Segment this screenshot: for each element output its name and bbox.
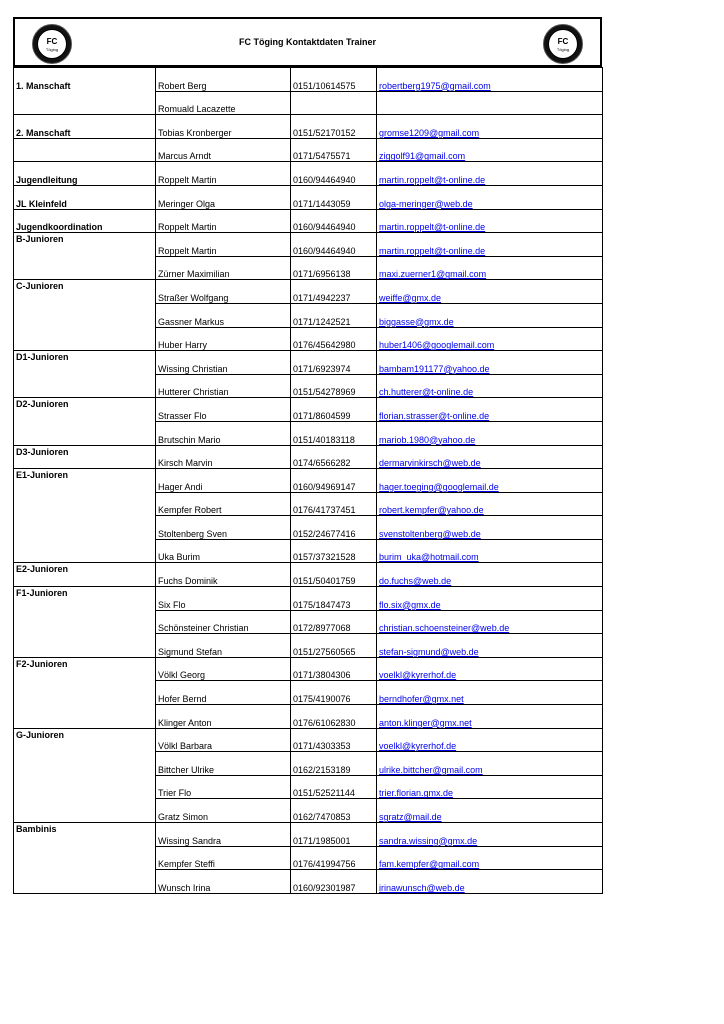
team-label: E2-Junioren <box>16 564 69 575</box>
email-cell <box>377 823 603 847</box>
email-cell <box>377 705 603 729</box>
email-link[interactable]: svenstoltenberg@web.de <box>379 528 481 539</box>
team-cell <box>14 256 156 280</box>
email-link[interactable]: dermarvinkirsch@web.de <box>379 458 481 469</box>
team-cell <box>14 610 156 634</box>
team-cell <box>14 351 156 375</box>
table-row <box>14 421 603 445</box>
email-cell <box>377 209 603 233</box>
table-row <box>14 256 603 280</box>
email-cell <box>377 68 603 92</box>
table-row <box>14 657 603 681</box>
trainer-phone: 0171/6956138 <box>291 256 377 280</box>
trainer-phone: 0171/4303353 <box>291 728 377 752</box>
email-cell <box>377 445 603 469</box>
email-cell <box>377 587 603 611</box>
table-row <box>14 752 603 776</box>
email-link[interactable]: irinawunsch@web.de <box>379 882 465 893</box>
email-cell <box>377 634 603 658</box>
trainer-name: Strasser Flo <box>156 398 291 422</box>
team-cell <box>14 233 156 257</box>
table-row <box>14 233 603 257</box>
team-cell <box>14 91 156 115</box>
email-link[interactable]: robert.kempfer@yahoo.de <box>379 505 484 516</box>
email-cell <box>377 492 603 516</box>
team-cell <box>14 587 156 611</box>
table-row <box>14 799 603 823</box>
email-link[interactable]: martin.roppelt@t-online.de <box>379 222 486 233</box>
table-row <box>14 68 603 92</box>
email-cell <box>377 303 603 327</box>
trainer-name: Wissing Christian <box>156 351 291 375</box>
trainer-phone: 0175/4190076 <box>291 681 377 705</box>
table-row <box>14 492 603 516</box>
trainer-name: Wunsch Irina <box>156 870 291 894</box>
trainer-name: Kempfer Steffi <box>156 846 291 870</box>
logo-letters: FC <box>557 37 569 46</box>
table-row <box>14 351 603 375</box>
trainer-phone: 0151/10614575 <box>291 68 377 92</box>
email-cell <box>377 657 603 681</box>
email-link[interactable]: sgratz@mail.de <box>379 812 442 822</box>
trainer-phone: 0176/41737451 <box>291 492 377 516</box>
email-link[interactable]: ch.hutterer@t-online.de <box>379 387 474 398</box>
trainer-phone: 0157/37321528 <box>291 539 377 563</box>
email-link[interactable]: huber1406@googlemail.com <box>379 340 495 351</box>
team-cell <box>14 303 156 327</box>
team-cell <box>14 138 156 162</box>
email-cell <box>377 775 603 799</box>
trainer-table <box>13 67 603 894</box>
team-cell <box>14 115 156 139</box>
table-row <box>14 398 603 422</box>
page-title: FC Töging Kontaktdaten Trainer <box>238 37 376 47</box>
email-cell <box>377 162 603 186</box>
email-cell <box>377 516 603 540</box>
table-row <box>14 162 603 186</box>
trainer-phone: 0160/94464940 <box>291 162 377 186</box>
contact-sheet <box>13 17 602 894</box>
team-label: E1-Junioren <box>16 470 69 481</box>
trainer-phone <box>291 91 377 115</box>
team-cell <box>14 516 156 540</box>
email-cell <box>377 374 603 398</box>
table-row <box>14 539 603 563</box>
email-link[interactable]: stefan-sigmund@web.de <box>379 646 479 657</box>
trainer-phone: 0171/3804306 <box>291 657 377 681</box>
trainer-phone: 0172/8977068 <box>291 610 377 634</box>
table-row <box>14 280 603 304</box>
trainer-phone: 0162/2153189 <box>291 752 377 776</box>
email-link[interactable]: biggasse@gmx.de <box>379 316 454 327</box>
team-label: G-Junioren <box>16 729 65 740</box>
team-cell <box>14 445 156 469</box>
trainer-name: Klinger Anton <box>156 705 291 729</box>
trainer-name: Roppelt Martin <box>156 209 291 233</box>
trainer-name: Roppelt Martin <box>156 162 291 186</box>
table-row <box>14 516 603 540</box>
email-link[interactable]: maxi.zuerner1@gmail.com <box>379 269 487 280</box>
trainer-phone: 0176/61062830 <box>291 705 377 729</box>
team-label: F2-Junioren <box>16 658 68 669</box>
table-row <box>14 870 603 894</box>
team-cell <box>14 398 156 422</box>
trainer-name: Bittcher Ulrike <box>156 752 291 776</box>
trainer-phone: 0171/1985001 <box>291 823 377 847</box>
trainer-name: Straßer Wolfgang <box>156 280 291 304</box>
team-label: Bambinis <box>16 824 57 834</box>
trainer-name: Trier Flo <box>156 775 291 799</box>
email-link[interactable]: voelkl@kyrerhof.de <box>379 741 457 752</box>
trainer-name: Wissing Sandra <box>156 823 291 847</box>
email-cell <box>377 469 603 493</box>
email-cell <box>377 351 603 375</box>
sheet-header <box>13 17 602 67</box>
trainer-phone: 0171/1443059 <box>291 185 377 209</box>
trainer-phone: 0151/54278969 <box>291 374 377 398</box>
email-cell <box>377 421 603 445</box>
trainer-name: Völkl Barbara <box>156 728 291 752</box>
team-cell <box>14 421 156 445</box>
email-link[interactable]: fam.kempfer@gmail.com <box>379 859 480 870</box>
trainer-phone: 0174/6566282 <box>291 445 377 469</box>
email-link[interactable]: sandra.wissing@gmx.de <box>379 835 478 846</box>
club-logo-right <box>543 24 583 64</box>
trainer-name: Kempfer Robert <box>156 492 291 516</box>
email-link[interactable]: weiffe@gmx.de <box>379 292 441 303</box>
team-cell <box>14 681 156 705</box>
trainer-phone: 0175/1847473 <box>291 587 377 611</box>
email-cell <box>377 256 603 280</box>
email-cell <box>377 610 603 634</box>
email-link[interactable]: martin.roppelt@t-online.de <box>379 245 486 256</box>
table-row <box>14 610 603 634</box>
team-cell <box>14 870 156 894</box>
email-link[interactable]: christian.schoensteiner@web.de <box>379 623 510 634</box>
table-row <box>14 728 603 752</box>
logo-letters: FC <box>46 37 58 46</box>
team-label: D3-Junioren <box>16 446 69 457</box>
email-link[interactable]: robertberg1975@gmail.com <box>379 80 491 91</box>
email-link[interactable]: ulrike.bittcher@gmail.com <box>379 764 483 775</box>
trainer-name: Gratz Simon <box>156 799 291 823</box>
trainer-name: Fuchs Dominik <box>156 563 291 587</box>
trainer-phone: 0171/4942237 <box>291 280 377 304</box>
table-row <box>14 846 603 870</box>
trainer-name: Sigmund Stefan <box>156 634 291 658</box>
trainer-phone: 0171/8604599 <box>291 398 377 422</box>
email-cell <box>377 115 603 139</box>
trainer-phone: 0151/52170152 <box>291 115 377 139</box>
table-row <box>14 775 603 799</box>
team-label: 1. Manschaft <box>16 81 71 92</box>
team-cell <box>14 846 156 870</box>
email-link[interactable]: trier.florian.gmx.de <box>379 788 454 799</box>
trainer-phone: 0171/6923974 <box>291 351 377 375</box>
email-link[interactable]: do.fuchs@web.de <box>379 576 452 587</box>
email-link[interactable]: bambam191177@yahoo.de <box>379 363 490 374</box>
trainer-phone: 0171/1242521 <box>291 303 377 327</box>
trainer-phone: 0151/52521144 <box>291 775 377 799</box>
trainer-name: Kirsch Marvin <box>156 445 291 469</box>
team-cell <box>14 185 156 209</box>
email-cell <box>377 280 603 304</box>
trainer-phone: 0160/92301987 <box>291 870 377 894</box>
trainer-phone: 0151/27560565 <box>291 634 377 658</box>
trainer-name: Robert Berg <box>156 68 291 92</box>
email-link[interactable]: mariob.1980@yahoo.de <box>379 434 476 445</box>
trainer-phone: 0151/40183118 <box>291 421 377 445</box>
email-link[interactable]: voelkl@kyrerhof.de <box>379 670 457 681</box>
team-cell <box>14 492 156 516</box>
team-label: C-Junioren <box>16 281 64 292</box>
table-row <box>14 91 603 115</box>
email-link[interactable]: martin.roppelt@t-online.de <box>379 174 486 185</box>
trainer-phone: 0176/45642980 <box>291 327 377 351</box>
trainer-name: Uka Burim <box>156 539 291 563</box>
trainer-name: Schönsteiner Christian <box>156 610 291 634</box>
table-row <box>14 587 603 611</box>
table-row <box>14 327 603 351</box>
email-link[interactable]: hager.toeging@googlemail.de <box>379 481 499 492</box>
team-label: JL Kleinfeld <box>16 198 67 209</box>
logo-town: Töging <box>556 47 570 52</box>
team-cell <box>14 68 156 92</box>
email-cell <box>377 138 603 162</box>
email-link[interactable]: burim_uka@hotmail.com <box>379 552 479 563</box>
trainer-phone: 0176/41994756 <box>291 846 377 870</box>
trainer-name: Roppelt Martin <box>156 233 291 257</box>
table-row <box>14 303 603 327</box>
team-cell <box>14 327 156 351</box>
trainer-phone: 0162/7470853 <box>291 799 377 823</box>
trainer-phone: 0160/94464940 <box>291 233 377 257</box>
table-row <box>14 823 603 847</box>
trainer-name: Tobias Kronberger <box>156 115 291 139</box>
team-cell <box>14 634 156 658</box>
team-label: 2. Manschaft <box>16 127 71 138</box>
table-row <box>14 705 603 729</box>
trainer-name: Hofer Bernd <box>156 681 291 705</box>
team-cell <box>14 563 156 587</box>
team-cell <box>14 209 156 233</box>
team-cell <box>14 280 156 304</box>
trainer-name: Gassner Markus <box>156 303 291 327</box>
email-cell <box>377 91 603 115</box>
table-row <box>14 469 603 493</box>
team-label: D2-Junioren <box>16 399 69 410</box>
trainer-name: Hager Andi <box>156 469 291 493</box>
table-row <box>14 115 603 139</box>
team-cell <box>14 823 156 847</box>
table-row <box>14 634 603 658</box>
team-cell <box>14 775 156 799</box>
table-row <box>14 138 603 162</box>
email-link[interactable]: ziggolf91@gmail.com <box>379 151 466 162</box>
table-row <box>14 563 603 587</box>
trainer-name: Zürner Maximilian <box>156 256 291 280</box>
trainer-name: Brutschin Mario <box>156 421 291 445</box>
team-cell <box>14 705 156 729</box>
team-cell <box>14 539 156 563</box>
email-cell <box>377 752 603 776</box>
email-link[interactable]: berndhofer@gmx.net <box>379 694 464 705</box>
team-cell <box>14 657 156 681</box>
team-label: Jugendkoordination <box>16 222 103 233</box>
trainer-phone: 0151/50401759 <box>291 563 377 587</box>
email-cell <box>377 185 603 209</box>
email-cell <box>377 327 603 351</box>
trainer-name: Romuald Lacazette <box>156 91 291 115</box>
trainer-name: Hutterer Christian <box>156 374 291 398</box>
email-cell <box>377 799 603 823</box>
email-cell <box>377 846 603 870</box>
email-cell <box>377 563 603 587</box>
trainer-phone: 0171/5475571 <box>291 138 377 162</box>
email-link[interactable]: anton.klinger@gmx.net <box>379 717 472 728</box>
team-cell <box>14 752 156 776</box>
trainer-name: Marcus Arndt <box>156 138 291 162</box>
table-row <box>14 185 603 209</box>
team-cell <box>14 728 156 752</box>
team-cell <box>14 469 156 493</box>
trainer-name: Six Flo <box>156 587 291 611</box>
team-cell <box>14 162 156 186</box>
email-link[interactable]: gromse1209@gmail.com <box>379 127 480 138</box>
table-row <box>14 681 603 705</box>
trainer-phone: 0160/94969147 <box>291 469 377 493</box>
email-cell <box>377 870 603 894</box>
table-row <box>14 445 603 469</box>
email-cell <box>377 728 603 752</box>
trainer-phone: 0152/24677416 <box>291 516 377 540</box>
table-row <box>14 374 603 398</box>
trainer-name: Huber Harry <box>156 327 291 351</box>
trainer-name: Meringer Olga <box>156 185 291 209</box>
email-cell <box>377 539 603 563</box>
team-label: F1-Junioren <box>16 588 68 599</box>
email-link[interactable]: florian.strasser@t-online.de <box>379 410 490 421</box>
email-cell <box>377 681 603 705</box>
email-link[interactable]: flo.six@gmx.de <box>379 599 441 610</box>
team-cell <box>14 374 156 398</box>
trainer-phone: 0160/94464940 <box>291 209 377 233</box>
team-label: B-Junioren <box>16 234 64 245</box>
logo-town: Töging <box>45 47 59 52</box>
team-label: Jugendleitung <box>16 174 78 185</box>
table-row <box>14 209 603 233</box>
email-cell <box>377 398 603 422</box>
team-label: D1-Junioren <box>16 352 69 363</box>
trainer-name: Völkl Georg <box>156 657 291 681</box>
email-cell <box>377 233 603 257</box>
team-cell <box>14 799 156 823</box>
email-link[interactable]: olga-meringer@web.de <box>379 198 473 209</box>
trainer-name: Stoltenberg Sven <box>156 516 291 540</box>
